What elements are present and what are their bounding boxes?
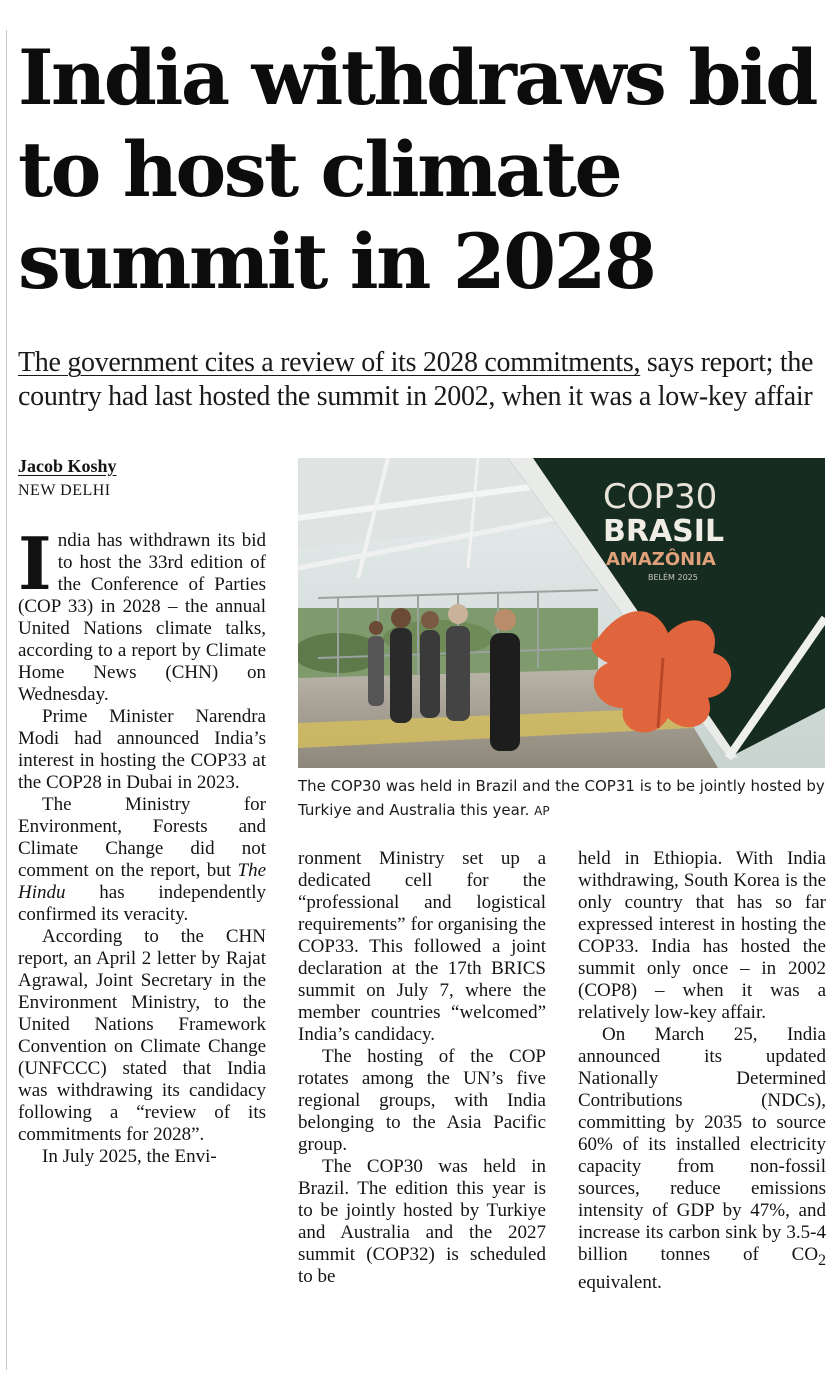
paragraph-7-continued: held in Ethiopia. With India withdrawing, South Korea is the only country that has so far expressed interest in hosting the COP33. India has hosted the summit only once – in 2002 (COP8) – when it was a relatively low-key affair. bbox=[578, 848, 826, 1023]
paragraph-5-start: In July 2025, the Envi- bbox=[42, 1146, 217, 1167]
body-column-2 bbox=[298, 848, 546, 1378]
banner-line-4: BELÉM 2025 bbox=[648, 573, 698, 582]
paragraph-5-continued: ronment Ministry set up a dedicated cell for the “professional and logistical requirements” for organising the COP33. This followed a joint declaration at the 17th BRICS summit on July 7, where the member countries “welcomed” India’s candidacy. bbox=[298, 848, 546, 1045]
paragraph-7-start: The COP30 was held in Brazil. The edition this year is to be jointly hosted by Turkiye and Australia and the 2027 summit (COP32) is scheduled to be bbox=[298, 1156, 546, 1287]
paragraph-3-text-a: The Ministry for Environment, Forests and Climate Change did not comment on the report, but bbox=[18, 794, 266, 881]
drop-cap: I bbox=[18, 521, 52, 606]
headline: India withdraws bid to host climate summit in 2028 bbox=[18, 33, 816, 306]
paragraph-8 bbox=[578, 1024, 826, 1294]
standfirst-rest: says report; the country had last hosted the summit in 2002, when it was a low-key affair bbox=[18, 347, 814, 412]
standfirst-underlined: The government cites a review of its 2028 commitments, bbox=[18, 347, 641, 378]
paragraph-2: Prime Minister Narendra Modi had announced India’s interest in hosting the COP33 at the COP28 in Dubai in 2023. bbox=[18, 706, 266, 793]
photo-credit: AP bbox=[534, 804, 550, 818]
cop30-venue-illustration bbox=[298, 458, 825, 768]
paragraph-8-text-a: On March 25, India announced its updated Nationally Determined Contributions (NDCs), committing by 2035 to source 60% of its installed electricity capacity from non-fossil sources, reduce emissions intensity of GDP by 47%, and increase its carbon sink by 3.5-4 billion tonnes of CO bbox=[578, 1024, 826, 1265]
paragraph-8-subscript: 2 bbox=[818, 1251, 826, 1269]
banner-line-2: BRASIL bbox=[603, 514, 725, 549]
paragraph-8-text-b: equivalent. bbox=[578, 1271, 662, 1293]
dateline: NEW DELHI bbox=[18, 482, 111, 499]
byline[interactable]: Jacob Koshy bbox=[18, 456, 117, 476]
banner-line-1: COP30 bbox=[603, 477, 718, 517]
column-rule bbox=[6, 30, 7, 1370]
body-column-1 bbox=[18, 521, 266, 1370]
paragraph-1-text: ndia has withdrawn its bid to host the 33rd edition of the Conference of Parties (COP 33) in 2028 – the annual United Nations climate talks, according to a report by Climate Home News (CHN) on Wednesday. bbox=[18, 530, 266, 705]
paragraph-3-text-b: has independently confirmed its veracity. bbox=[18, 882, 266, 925]
caption-text: The COP30 was held in Brazil and the COP31 is to be jointly hosted by Turkiye and Australia this year. bbox=[298, 777, 825, 819]
photo-caption bbox=[298, 774, 825, 823]
standfirst bbox=[18, 346, 823, 414]
paragraph-1 bbox=[18, 521, 266, 706]
paragraph-3-italic: The Hindu bbox=[18, 860, 266, 903]
body-column-3 bbox=[578, 848, 826, 1378]
article-photo bbox=[298, 458, 825, 768]
banner-line-3: AMAZÔNIA bbox=[606, 549, 716, 570]
paragraph-3 bbox=[18, 794, 266, 926]
paragraph-6: The hosting of the COP rotates among the UN’s five regional groups, with India belonging to the Asia Pacific group. bbox=[298, 1046, 546, 1155]
paragraph-4: According to the CHN report, an April 2 letter by Rajat Agrawal, Joint Secretary in the Environment Ministry, to the United Nations Framework Convention on Climate Change (UNFCCC) stated that India was withdrawing its candidacy following a “review of its commitments for 2028”. bbox=[18, 926, 266, 1145]
